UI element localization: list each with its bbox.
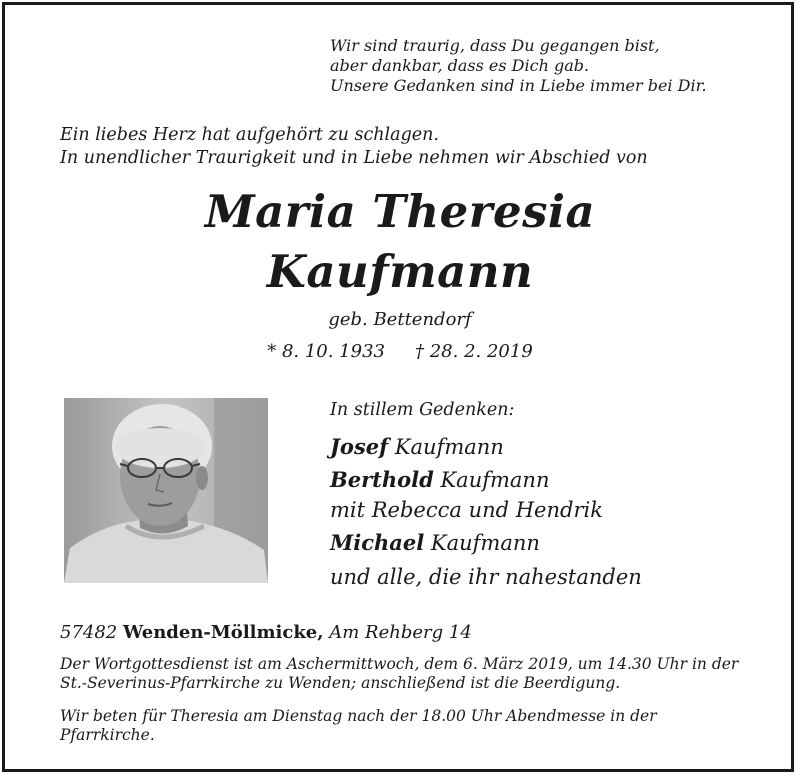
poem-line: Unsere Gedanken sind in Liebe immer bei Dir. [330, 76, 707, 95]
intro-line: Ein liebes Herz hat aufgehört zu schlagen. [60, 125, 439, 145]
poem-line: Wir sind traurig, dass Du gegangen bist, [330, 36, 660, 55]
address-zip: 57482 [60, 622, 118, 643]
mourners-list [330, 400, 642, 594]
life-dates [0, 341, 800, 362]
death-date: † 28. 2. 2019 [415, 341, 533, 362]
birth-date: * 8. 10. 1933 [267, 341, 385, 362]
mourner-extra: mit Rebecca und Hendrik [330, 498, 603, 522]
mourner-last-name: Kaufmann [388, 435, 504, 459]
portrait-photo [64, 398, 268, 583]
mourner-first-name: Berthold [330, 467, 434, 492]
address-street: Am Rehberg 14 [329, 622, 472, 643]
intro-line: In unendlicher Traurigkeit und in Liebe nehmen wir Abschied von [60, 148, 648, 168]
prayer-notice: Wir beten für Theresia am Dienstag nach der 18.00 Uhr Abendmesse in der Pfarrkirche. [60, 707, 657, 744]
mourner-first-name: Michael [330, 530, 425, 555]
portrait-image [64, 398, 268, 583]
mourner-entry [330, 430, 642, 464]
poem [330, 36, 707, 96]
poem-line: aber dankbar, dass es Dich gab. [330, 56, 590, 75]
intro-text [60, 124, 648, 170]
mourners-heading: In stillem Gedenken: [330, 400, 515, 420]
deceased-name-line1: Maria Theresia [204, 185, 596, 238]
mourner-entry [330, 526, 642, 560]
address-town: Wenden-Möllmicke, [123, 622, 324, 643]
mourner-last-name: Kaufmann [424, 531, 540, 555]
service-notice: Der Wortgottesdienst ist am Aschermittwoch, dem 6. März 2019, um 14.30 Uhr in der St.-Severinus-Pfarrkirche zu Wenden; anschließend ist die Beerdigung. [60, 655, 739, 692]
mourner-first-name: Josef [330, 434, 389, 459]
mourner-extra: und alle, die ihr nahestanden [330, 565, 642, 589]
mourner-last-name: Kaufmann [433, 468, 550, 492]
deceased-name-line2: Kaufmann [266, 245, 534, 298]
address [60, 622, 472, 643]
maiden-name: geb. Bettendorf [328, 309, 472, 330]
mourner-entry [330, 464, 642, 495]
